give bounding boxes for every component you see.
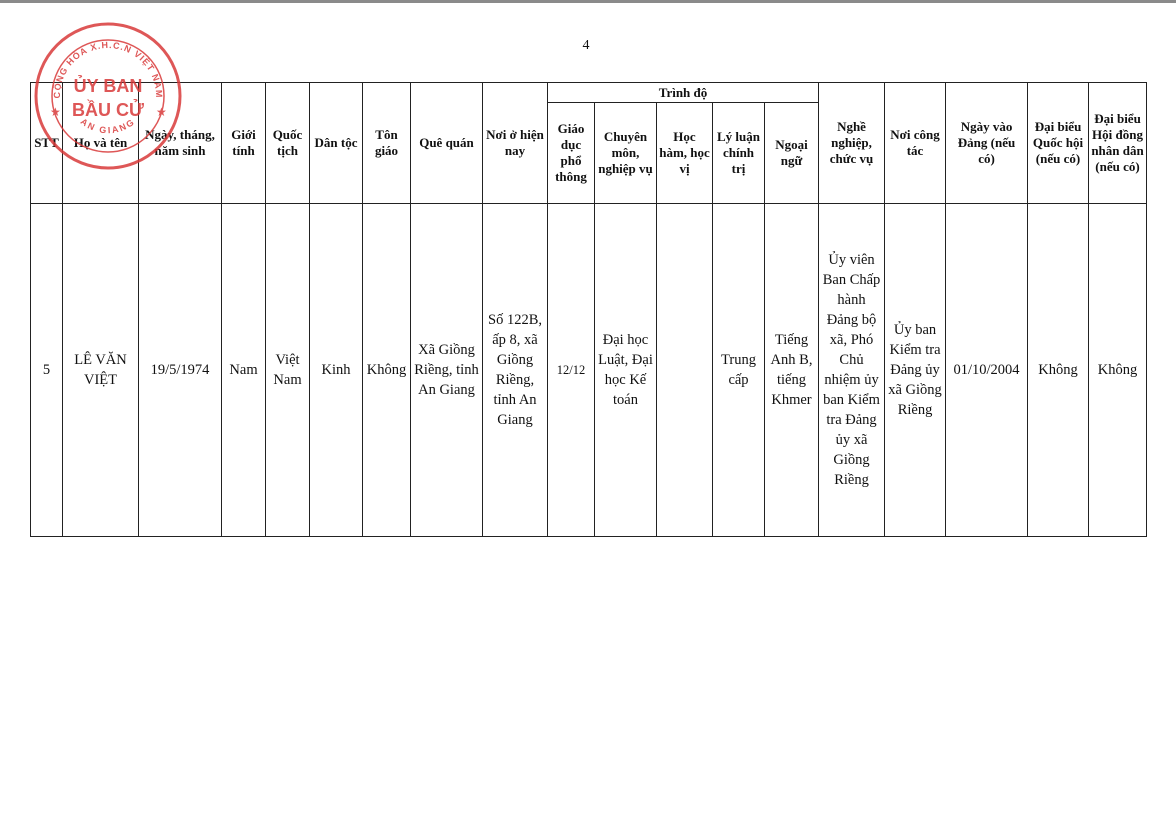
- stamp-line-1: ỦY BAN: [73, 76, 143, 96]
- header-language: Ngoại ngữ: [765, 103, 819, 204]
- header-dob: Ngày, tháng, năm sinh: [139, 83, 222, 204]
- cell-pc-delegate: Không: [1089, 204, 1147, 537]
- header-name: Họ và tên: [63, 83, 139, 204]
- stamp-arc-top: CỘNG HÒA X.H.C.N VIỆT NAM: [51, 39, 165, 99]
- cell-language: Tiếng Anh B, tiếng Khmer: [765, 204, 819, 537]
- scan-top-edge: [0, 0, 1176, 3]
- cell-religion: Không: [363, 204, 411, 537]
- cell-occupation: Ủy viên Ban Chấp hành Đảng bộ xã, Phó Chủ nhiệm ủy ban Kiểm tra Đảng ủy xã Giồng Riềng: [819, 204, 885, 537]
- header-general-edu: Giáo dục phổ thông: [548, 103, 595, 204]
- cell-nationality: Việt Nam: [266, 204, 310, 537]
- header-residence: Nơi ở hiện nay: [483, 83, 548, 204]
- header-hometown: Quê quán: [411, 83, 483, 204]
- header-professional: Chuyên môn, nghiệp vụ: [595, 103, 657, 204]
- cell-na-delegate: Không: [1028, 204, 1089, 537]
- header-workplace: Nơi công tác: [885, 83, 946, 204]
- stamp-star-left: ★: [50, 105, 61, 119]
- header-nationality: Quốc tịch: [266, 83, 310, 204]
- header-pc-delegate: Đại biểu Hội đồng nhân dân (nếu có): [1089, 83, 1147, 204]
- header-party-date: Ngày vào Đảng (nếu có): [946, 83, 1028, 204]
- header-stt: STT: [31, 83, 63, 204]
- cell-workplace: Ủy ban Kiểm tra Đảng ủy xã Giồng Riềng: [885, 204, 946, 537]
- cell-dob: 19/5/1974: [139, 204, 222, 537]
- cell-stt: 5: [31, 204, 63, 537]
- header-political: Lý luận chính trị: [713, 103, 765, 204]
- cell-professional: Đại học Luật, Đại học Kế toán: [595, 204, 657, 537]
- header-academic: Học hàm, học vị: [657, 103, 713, 204]
- cell-gender: Nam: [222, 204, 266, 537]
- header-na-delegate: Đại biểu Quốc hội (nếu có): [1028, 83, 1089, 204]
- candidate-table: [30, 82, 1147, 537]
- stamp-star-right: ★: [156, 105, 167, 119]
- header-group-row: [31, 83, 1147, 103]
- cell-hometown: Xã Giồng Riềng, tỉnh An Giang: [411, 204, 483, 537]
- header-education-group: Trình độ: [548, 83, 819, 103]
- election-committee-stamp: [30, 18, 186, 174]
- cell-general-edu: 12/12: [548, 204, 595, 537]
- cell-party-date: 01/10/2004: [946, 204, 1028, 537]
- cell-residence: Số 122B, ấp 8, xã Giồng Riềng, tỉnh An Giang: [483, 204, 548, 537]
- cell-political: Trung cấp: [713, 204, 765, 537]
- header-ethnicity: Dân tộc: [310, 83, 363, 204]
- stamp-line-2: BẦU CỬ: [72, 100, 144, 120]
- cell-academic: [657, 204, 713, 537]
- stamp-arc-bottom: AN GIANG: [78, 116, 138, 136]
- cell-ethnicity: Kinh: [310, 204, 363, 537]
- page-number: 4: [582, 38, 590, 53]
- cell-name: LÊ VĂN VIỆT: [63, 204, 139, 537]
- header-gender: Giới tính: [222, 83, 266, 204]
- header-occupation: Nghề nghiệp, chức vụ: [819, 83, 885, 204]
- header-religion: Tôn giáo: [363, 83, 411, 204]
- table-row: [31, 204, 1147, 537]
